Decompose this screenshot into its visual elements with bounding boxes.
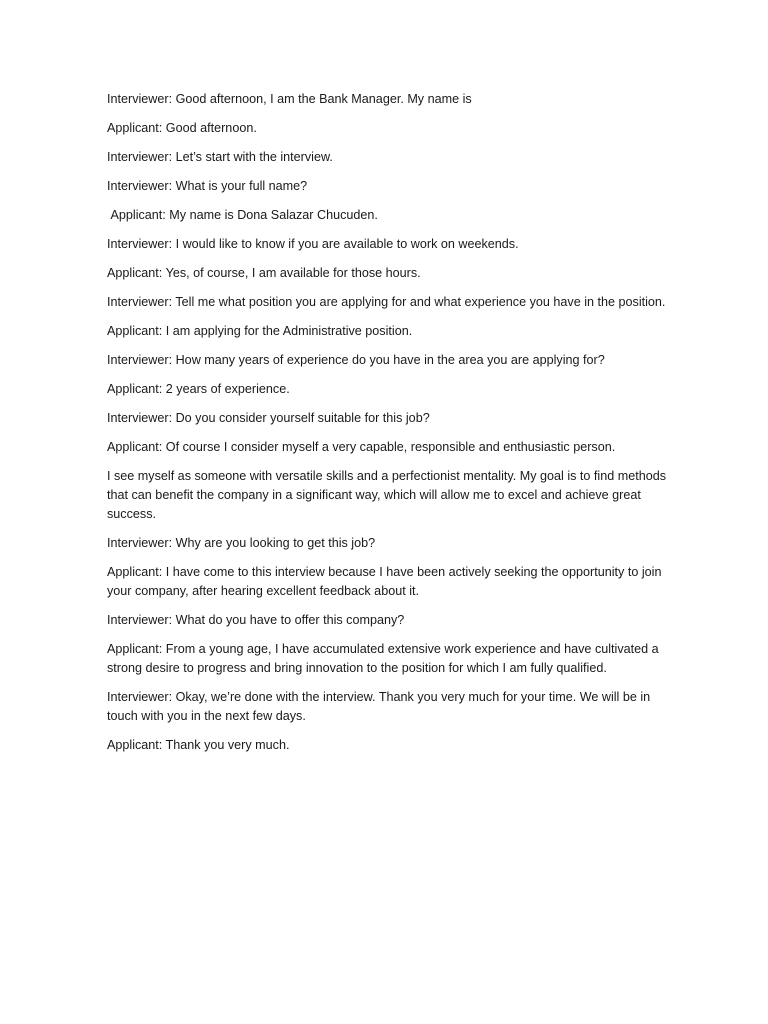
dialogue-line-interviewer-offer: Interviewer: What do you have to offer this company? — [107, 613, 405, 627]
dialogue-line-interviewer-greeting: Interviewer: Good afternoon, I am the Bank Manager. My name is — [107, 92, 472, 106]
dialogue-line-applicant-thanks: Applicant: Thank you very much. — [107, 738, 290, 752]
dialogue-line-interviewer-closing: Interviewer: Okay, we’re done with the interview. Thank you very much for your time. We will be in touch with you in the next few days. — [107, 690, 654, 723]
dialogue-line-interviewer-suitability: Interviewer: Do you consider yourself suitable for this job? — [107, 411, 430, 425]
dialogue-line-applicant-position: Applicant: I am applying for the Administrative position. — [107, 324, 413, 338]
dialogue-line-interviewer-experience: Interviewer: How many years of experience do you have in the area you are applying for? — [107, 353, 605, 367]
dialogue-line-interviewer-position: Interviewer: Tell me what position you are applying for and what experience you have in the position. — [107, 295, 666, 309]
dialogue-line-applicant-name: Applicant: My name is Dona Salazar Chucuden. — [107, 208, 378, 222]
dialogue-line-interviewer-weekends: Interviewer: I would like to know if you are available to work on weekends. — [107, 237, 519, 251]
dialogue-line-applicant-availability: Applicant: Yes, of course, I am available for those hours. — [107, 266, 421, 280]
dialogue-line-interviewer-name-question: Interviewer: What is your full name? — [107, 179, 308, 193]
dialogue-line-applicant-experience: Applicant: 2 years of experience. — [107, 382, 290, 396]
dialogue-line-interviewer-motivation: Interviewer: Why are you looking to get this job? — [107, 536, 376, 550]
dialogue-line-applicant-self-description: I see myself as someone with versatile skills and a perfectionist mentality. My goal is to find methods that can benefit the company in a significant way, which will allow me to excel and achieve great success. — [107, 469, 670, 521]
dialogue-line-interviewer-start: Interviewer: Let’s start with the interview. — [107, 150, 333, 164]
dialogue-line-applicant-suitability: Applicant: Of course I consider myself a very capable, responsible and enthusiastic person. — [107, 440, 616, 454]
document-body — [107, 90, 670, 765]
dialogue-line-applicant-offer: Applicant: From a young age, I have accumulated extensive work experience and have cultivated a strong desire to progress and bring innovation to the position for which I am fully qualified. — [107, 642, 663, 675]
dialogue-line-applicant-greeting: Applicant: Good afternoon. — [107, 121, 257, 135]
dialogue-line-applicant-motivation: Applicant: I have come to this interview because I have been actively seeking the opportunity to join your company, after hearing excellent feedback about it. — [107, 565, 665, 598]
